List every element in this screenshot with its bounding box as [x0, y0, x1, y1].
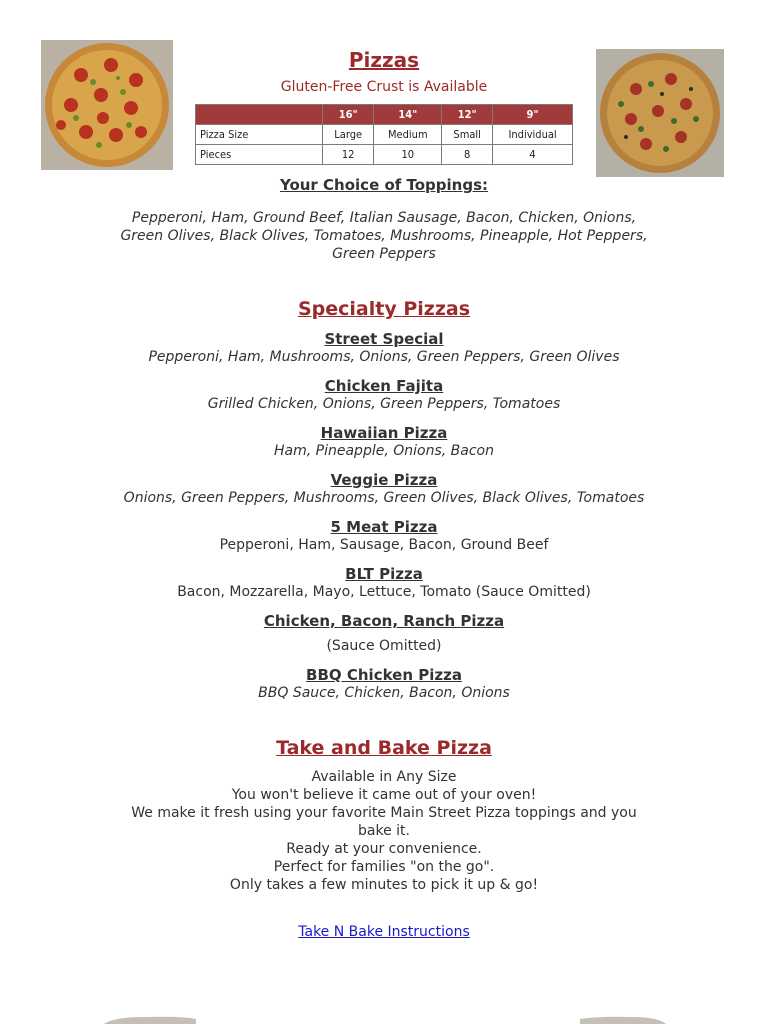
- pizza-name: Chicken Fajita: [324, 377, 444, 395]
- pizza-size-table: [195, 104, 573, 165]
- table-header-cell: [196, 105, 323, 125]
- pizza-description: Bacon, Mozzarella, Mayo, Lettuce, Tomato (Sauce Omitted): [177, 584, 591, 600]
- table-header-cell: 16": [323, 105, 374, 125]
- take-and-bake-line: Only takes a few minutes to pick it up & go!: [229, 877, 539, 893]
- pizza-name: BLT Pizza: [345, 565, 423, 583]
- pizza-name: BBQ Chicken Pizza: [306, 666, 462, 684]
- table-header-cell: 9": [493, 105, 573, 125]
- bottom-right-photo: [580, 1016, 666, 1024]
- pizza-description: Pepperoni, Ham, Mushrooms, Onions, Green Peppers, Green Olives: [148, 349, 620, 365]
- bottom-left-photo: [104, 1016, 196, 1024]
- pizza-name: Chicken, Bacon, Ranch Pizza: [263, 612, 505, 630]
- table-cell: Large: [323, 125, 374, 145]
- take-and-bake-line: We make it fresh using your favorite Main Street Pizza toppings and you: [131, 805, 637, 821]
- pizza-name: Veggie Pizza: [330, 471, 438, 489]
- table-cell: 4: [493, 145, 573, 165]
- pizza-name: 5 Meat Pizza: [330, 518, 438, 536]
- take-and-bake-text: [100, 768, 668, 894]
- take-and-bake-line: Perfect for families "on the go".: [273, 859, 495, 875]
- table-row: [196, 145, 573, 165]
- pizza-description: Ham, Pineapple, Onions, Bacon: [274, 443, 494, 459]
- take-n-bake-instructions-link[interactable]: Take N Bake Instructions: [298, 924, 470, 940]
- take-and-bake-line: You won't believe it came out of your oven!: [231, 787, 537, 803]
- pizza-description: Onions, Green Peppers, Mushrooms, Green Olives, Black Olives, Tomatoes: [123, 490, 645, 506]
- table-cell: Pizza Size: [196, 125, 323, 145]
- take-and-bake-line: Ready at your convenience.: [286, 841, 482, 857]
- table-cell: 8: [442, 145, 493, 165]
- table-cell: Pieces: [196, 145, 323, 165]
- table-cell: Individual: [493, 125, 573, 145]
- table-header-cell: 12": [442, 105, 493, 125]
- toppings-line: Pepperoni, Ham, Ground Beef, Italian Sausage, Bacon, Chicken, Onions,: [131, 210, 637, 226]
- toppings-list: [0, 209, 768, 263]
- toppings-heading: Your Choice of Toppings:: [279, 176, 489, 194]
- take-and-bake-title: Take and Bake Pizza: [276, 737, 492, 759]
- table-cell: 12: [323, 145, 374, 165]
- table-cell: Small: [442, 125, 493, 145]
- take-and-bake-line: bake it.: [358, 823, 410, 839]
- pizza-description: Pepperoni, Ham, Sausage, Bacon, Ground Beef: [219, 537, 549, 553]
- pizza-description: BBQ Sauce, Chicken, Bacon, Onions: [258, 685, 510, 701]
- specialty-pizzas-title: Specialty Pizzas: [297, 298, 471, 320]
- take-and-bake-line: Available in Any Size: [311, 769, 457, 785]
- table-header-row: [196, 105, 573, 125]
- table-cell: Medium: [374, 125, 442, 145]
- pizza-name: Street Special: [324, 330, 444, 348]
- pizza-description: (Sauce Omitted): [326, 638, 442, 654]
- table-header-cell: 14": [374, 105, 442, 125]
- toppings-line: Green Olives, Black Olives, Tomatoes, Mushrooms, Pineapple, Hot Peppers,: [120, 228, 648, 244]
- pizza-name: Hawaiian Pizza: [320, 424, 448, 442]
- page-title: Pizzas: [348, 48, 420, 72]
- table-row: [196, 125, 573, 145]
- toppings-line: Green Peppers: [332, 246, 436, 262]
- pizza-description: Grilled Chicken, Onions, Green Peppers, Tomatoes: [207, 396, 561, 412]
- gluten-free-note: Gluten-Free Crust is Available: [280, 79, 488, 95]
- table-cell: 10: [374, 145, 442, 165]
